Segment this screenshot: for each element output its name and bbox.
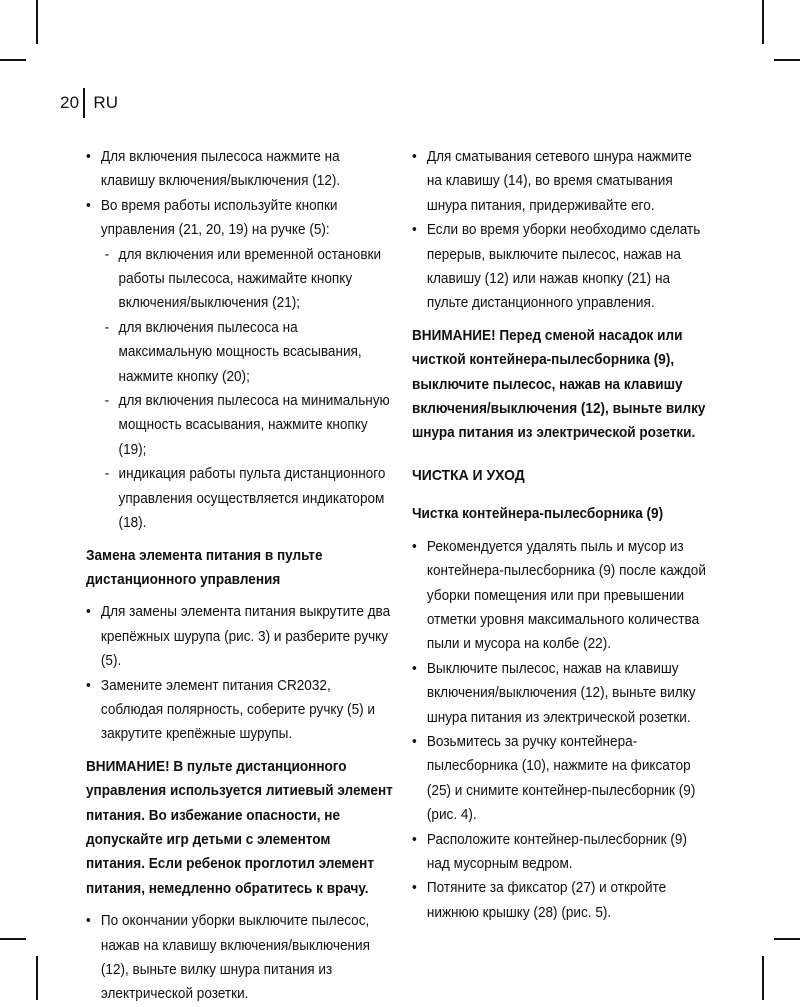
section-heading: ЧИСТКА И УХОД <box>412 466 525 484</box>
list-item-text: Во время работы используйте кнопки управления (21, 20, 19) на ручке (5): <box>100 197 338 239</box>
list-item: • Рекомендуется удалять пыль и мусор из контейнера-пылесборника (9) после каждой уборки помещения или при превышении отметки уровня максимального количества пыли и мусора на колбе (22). <box>412 535 708 657</box>
subsection-heading: Чистка контейнера-пылесборника (9) <box>412 506 664 523</box>
list-item: - для включения или временной остановки работы пылесоса, нажимайте кнопку включения/выключения (21); <box>103 243 393 316</box>
crop-mark <box>36 0 38 44</box>
list-item: • Для замены элемента питания выкрутите два крепёжных шурупа (рис. 3) и разберите ручку (5). <box>86 600 393 673</box>
list-item: - для включения пылесоса на минимальную мощность всасывания, нажмите кнопку (19); <box>103 389 393 462</box>
cleaning-list <box>412 535 708 926</box>
list-item: • Выключите пылесос, нажав на клавишу включения/выключения (12), выньте вилку шнура питания из электрической розетки. <box>412 657 708 730</box>
crop-mark <box>0 59 26 61</box>
crop-mark <box>762 0 764 44</box>
list-item: - индикация работы пульта дистанционного управления осуществляется индикатором (18). <box>103 462 393 535</box>
crop-mark <box>774 59 800 61</box>
cord-list <box>412 145 708 316</box>
list-item: • Замените элемент питания CR2032, соблюдая полярность, соберите ручку (5) и закрутите крепёжные шурупы. <box>86 674 393 747</box>
page-number: 20 <box>60 93 80 112</box>
control-buttons-list <box>103 243 393 536</box>
language-label: RU <box>93 93 119 112</box>
crop-mark <box>0 938 26 940</box>
list-item: • Возьмитесь за ручку контейнера-пылесборника (10), нажмите на фиксатор (25) и снимите контейнер-пылесборник (9) (рис. 4). <box>412 730 708 828</box>
list-item: • По окончании уборки выключите пылесос, нажав на клавишу включения/выключения (12), выньте вилку шнура питания из электрической розетки. <box>86 909 393 1007</box>
list-item: • Если во время уборки необходимо сделать перерыв, выключите пылесос, нажав на клавишу (12) или нажав кнопку (21) на пульте дистанционного управления. <box>412 218 708 316</box>
battery-list <box>86 600 393 746</box>
right-column <box>412 145 708 925</box>
list-item: • Для сматывания сетевого шнура нажмите на клавишу (14), во время сматывания шнура питания, придерживайте его. <box>412 145 708 218</box>
crop-mark <box>36 956 38 1000</box>
page-header <box>60 91 118 115</box>
list-item: - для включения пылесоса на максимальную мощность всасывания, нажмите кнопку (20); <box>103 316 393 389</box>
header-separator <box>83 88 85 118</box>
list-item <box>86 194 393 536</box>
attachment-warning: ВНИМАНИЕ! Перед сменой насадок или чисткой контейнера-пылесборника (9), выключите пылесос, нажав на клавишу включения/выключения (12), выньте вилку шнура питания из электрической розетки. <box>412 327 706 442</box>
crop-mark <box>774 938 800 940</box>
list-item: • Для включения пылесоса нажмите на клавишу включения/выключения (12). <box>86 145 393 194</box>
battery-warning: ВНИМАНИЕ! В пульте дистанционного управления используется литиевый элемент питания. Во избежание опасности, не допускайте игр детьми с элементом питания. Если ребенок проглотил элемент питания, немедленно обратитесь к врачу. <box>86 758 393 897</box>
list-item: • Потяните за фиксатор (27) и откройте нижнюю крышку (28) (рис. 5). <box>412 876 708 925</box>
list-item: • Расположите контейнер-пылесборник (9) над мусорным ведром. <box>412 828 708 877</box>
battery-heading: Замена элемента питания в пульте дистанционного управления <box>86 547 323 588</box>
intro-list <box>86 145 393 536</box>
left-column <box>86 145 393 1007</box>
final-list <box>86 909 393 1007</box>
crop-mark <box>762 956 764 1000</box>
